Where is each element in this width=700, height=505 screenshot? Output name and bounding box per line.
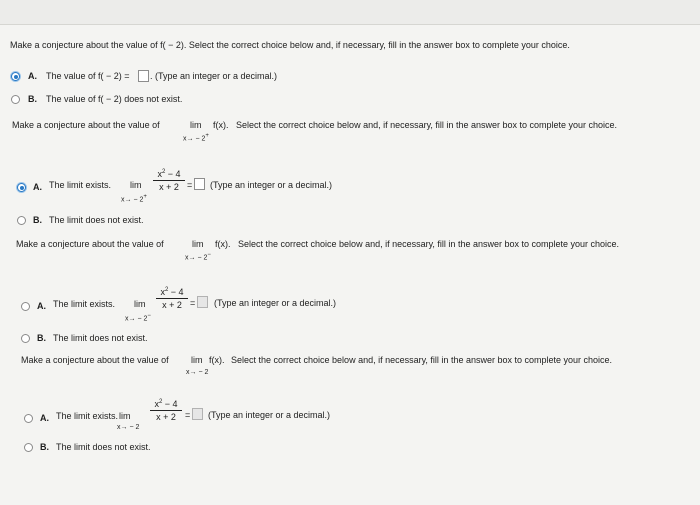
q3-option-a-hint: (Type an integer or a decimal.) bbox=[214, 298, 337, 308]
q1-option-b-radio[interactable] bbox=[11, 95, 20, 104]
q4-option-b-letter: B. bbox=[40, 442, 49, 452]
q2-prompt-pre: Make a conjecture about the value of bbox=[12, 120, 160, 130]
q1-option-b-letter: B. bbox=[28, 94, 37, 104]
q2-option-a-fraction bbox=[153, 169, 185, 192]
q2-option-b-letter: B. bbox=[33, 215, 42, 225]
q2-option-b-radio[interactable] bbox=[17, 216, 26, 225]
q4-option-b-radio[interactable] bbox=[24, 443, 33, 452]
q3-option-a-equals: = bbox=[190, 298, 196, 308]
q3-option-a-numerator: $x^2 - 4$ bbox=[160, 287, 184, 297]
q4-option-a-fraction bbox=[150, 399, 182, 422]
q4-option-a-radio[interactable] bbox=[24, 414, 33, 423]
q3-option-b-text: The limit does not exist. bbox=[53, 333, 148, 343]
q3-option-a-lim: lim bbox=[134, 299, 146, 309]
q3-lim: lim bbox=[192, 239, 204, 249]
q2-option-a-radio[interactable] bbox=[17, 183, 26, 192]
q3-prompt-post: Select the correct choice below and, if necessary, fill in the answer box to complete your choice. bbox=[238, 239, 620, 249]
q4-option-a-letter: A. bbox=[40, 413, 49, 423]
q4-option-a-denominator: x + 2 bbox=[156, 412, 176, 422]
q3-option-a-approach: x→ − 2− bbox=[125, 313, 151, 323]
q4-prompt-post: Select the correct choice below and, if necessary, fill in the answer box to complete your choice. bbox=[231, 355, 613, 365]
q2-lim: lim bbox=[190, 120, 202, 130]
q1-option-a-text: The value of f( − 2) = bbox=[46, 71, 130, 81]
q2-option-a-text: The limit exists. bbox=[49, 180, 112, 190]
q1-option-b-text: The value of f( − 2) does not exist. bbox=[46, 94, 183, 104]
q3-approach: x→ − 2− bbox=[185, 252, 211, 262]
q2-option-a-hint: (Type an integer or a decimal.) bbox=[210, 180, 333, 190]
q4-option-a-hint: (Type an integer or a decimal.) bbox=[208, 410, 331, 420]
q4-option-a-numerator: $x^2 - 4$ bbox=[154, 399, 178, 409]
q3-fx: f(x). bbox=[215, 239, 231, 249]
q1-option-a-hint: . (Type an integer or a decimal.) bbox=[150, 71, 278, 81]
q2-option-a-letter: A. bbox=[33, 182, 42, 192]
q2-option-a-denominator: x + 2 bbox=[159, 182, 179, 192]
q3-option-a-radio[interactable] bbox=[21, 302, 30, 311]
q4-answer-box[interactable] bbox=[192, 408, 203, 420]
q2-fx: f(x). bbox=[213, 120, 229, 130]
q2-option-a-lim: lim bbox=[130, 180, 142, 190]
q3-option-a-letter: A. bbox=[37, 301, 46, 311]
q3-answer-box[interactable] bbox=[197, 296, 208, 308]
q4-option-b-text: The limit does not exist. bbox=[56, 442, 151, 452]
q3-option-a-fraction bbox=[156, 287, 188, 310]
q2-option-a-equals: = bbox=[187, 180, 193, 190]
q3-option-b-radio[interactable] bbox=[21, 334, 30, 343]
q1-option-a-radio[interactable] bbox=[11, 72, 20, 81]
q1-option-a-letter: A. bbox=[28, 71, 37, 81]
q1-answer-box[interactable] bbox=[138, 70, 149, 82]
q2-prompt-post: Select the correct choice below and, if necessary, fill in the answer box to complete your choice. bbox=[236, 120, 618, 130]
q1-prompt: Make a conjecture about the value of f( − 2). Select the correct choice below and, if necessary, fill in the answer box to complete your choice. bbox=[10, 40, 570, 50]
q3-option-a-text: The limit exists. bbox=[53, 299, 116, 309]
q2-option-a-numerator: $x^2 - 4$ bbox=[157, 169, 181, 179]
q4-prompt-pre: Make a conjecture about the value of bbox=[21, 355, 169, 365]
q4-fx: f(x). bbox=[209, 355, 225, 365]
q3-option-a-denominator: x + 2 bbox=[162, 300, 182, 310]
q2-option-a-approach: x→ − 2+ bbox=[121, 194, 147, 204]
q2-option-b-text: The limit does not exist. bbox=[49, 215, 144, 225]
q4-option-a-text: The limit exists. bbox=[56, 411, 119, 421]
q4-option-a-lim: lim bbox=[119, 411, 131, 421]
q4-option-a-approach: x→ − 2 bbox=[117, 424, 140, 431]
q4-lim: lim bbox=[191, 355, 203, 365]
q4-option-a-equals: = bbox=[185, 410, 191, 420]
q3-option-b-letter: B. bbox=[37, 333, 46, 343]
q3-prompt-pre: Make a conjecture about the value of bbox=[16, 239, 164, 249]
q4-approach: x→ − 2 bbox=[186, 369, 209, 376]
q2-approach: x→ − 2+ bbox=[183, 133, 209, 143]
q2-answer-box[interactable] bbox=[194, 178, 205, 190]
top-bar bbox=[0, 0, 700, 25]
